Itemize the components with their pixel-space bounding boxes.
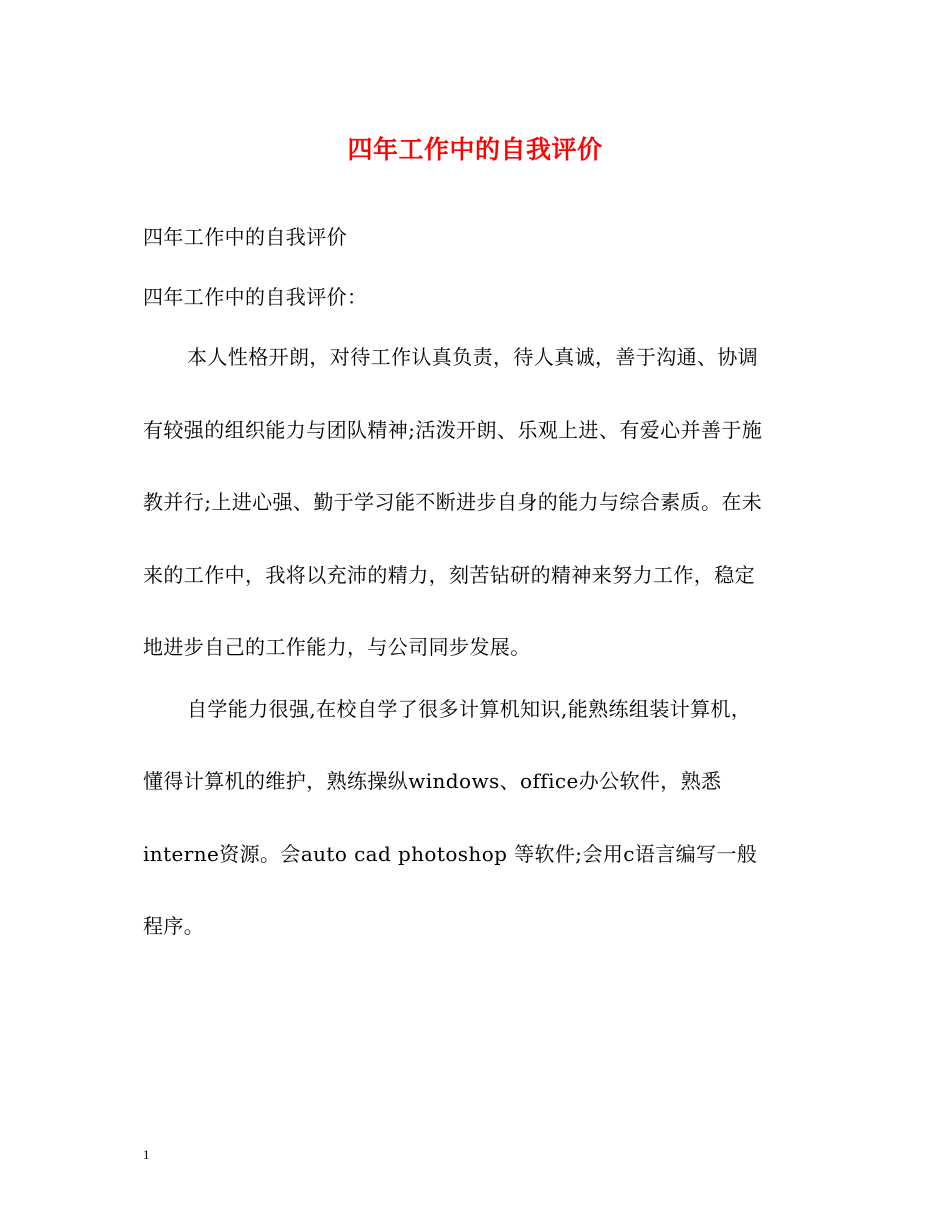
paragraph-line: 本人性格开朗，对待工作认真负责，待人真诚，善于沟通、协调 <box>187 345 759 369</box>
heading-line: 四年工作中的自我评价 <box>143 225 347 249</box>
paragraph-line: 程序。 <box>143 914 205 938</box>
paragraph-line: 自学能力很强,在校自学了很多计算机知识,能熟练组装计算机， <box>187 697 752 721</box>
paragraph-line: 懂得计算机的维护，熟练操纵windows、office办公软件，熟悉 <box>143 769 722 793</box>
paragraph-line: 有较强的组织能力与团队精神;活泼开朗、乐观上进、有爱心并善于施 <box>143 418 763 442</box>
document-title: 四年工作中的自我评价 <box>347 135 603 164</box>
paragraph-line: 教并行;上进心强、勤于学习能不断进步自身的能力与综合素质。在未 <box>143 490 763 514</box>
paragraph-line: interne资源。会auto cad photoshop 等软件;会用c语言编写一般 <box>143 842 758 866</box>
paragraph-line: 地进步自己的工作能力，与公司同步发展。 <box>143 635 531 659</box>
heading-line: 四年工作中的自我评价： <box>143 285 368 309</box>
page-number: 1 <box>143 1147 150 1162</box>
paragraph-line: 来的工作中，我将以充沛的精力，刻苦钻研的精神来努力工作，稳定 <box>143 563 755 587</box>
